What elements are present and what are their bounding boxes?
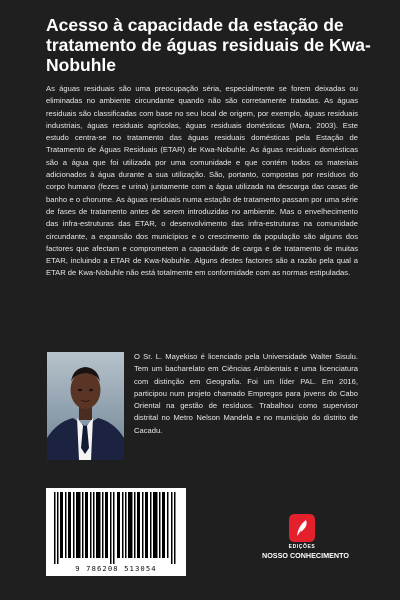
publisher-name: NOSSO CONHECIMENTO	[262, 551, 349, 560]
publisher-name-top: EDIÇÕES	[288, 544, 316, 550]
book-description: As águas residuais são uma preocupação séria, especialmente se forem deixadas ou eliminadas no ambiente circundante quando não são corretamente tratadas. As águas residuais são classificadas com base no seu local de origem, por exemplo, águas residuais industriais, águas residuais agrícolas, águas residuais domésticas (Mara, 2003). Este estudo centra-se no tratamento das águas residuais domésticas pela Estação de Tratamento de Águas Residuais (ETAR) de Kwa-Nobuhle. As águas residuais domésticas são a água que foi utilizada por uma comunidade e que contém todos os materiais adicionados à água durante a sua utilização. São, portanto, compostas por resíduos do corpo humano (fezes e urina) juntamente com a água utilizada na descarga das casas de banho e o chorume. As águas residuais numa estação de tratamento passam por uma série de fases de tratamento antes de serem introduzidas no ambiente. Mas o envelhecimento das infra-estruturas das ETAR, o desenvolvimento das infra-estruturas na comunidade circundante, a expansão dos municípios e o crescimento da população são alguns dos factores que afectam e comprometem a capacidade de carga e de tratamento de muitas ETAR, incluindo a ETAR de Kwa-Nobuhle. Alguns destes factores são a razão pela qual a ETAR de Kwa-Nobuhle não está totalmente em conformidade com as normas estipuladas.	[46, 84, 358, 278]
author-photo	[47, 352, 124, 460]
isbn-barcode	[46, 488, 186, 576]
book-title: Acesso à capacidade da estação de tratamento de águas residuais de Kwa-Nobuhle	[46, 15, 371, 75]
publisher-logo	[262, 514, 349, 560]
isbn-number: 9 786208 513054	[75, 564, 157, 573]
barcode-bars	[46, 488, 186, 564]
publisher-feather-icon	[289, 514, 315, 542]
author-bio: O Sr. L. Mayekiso é licenciado pela Universidade Walter Sisulu. Tem um bacharelato em Ciências Ambientais e uma licenciatura com distinção em Geografia. Foi um líder PAL. Em 2016, participou num projeto chamado Empregos para jovens do Cabo Oriental na gestão de resíduos. Trabalhou como supervisor distrital no Metro Nelson Mandela e no município do distrito de Cacadu.	[134, 352, 358, 435]
